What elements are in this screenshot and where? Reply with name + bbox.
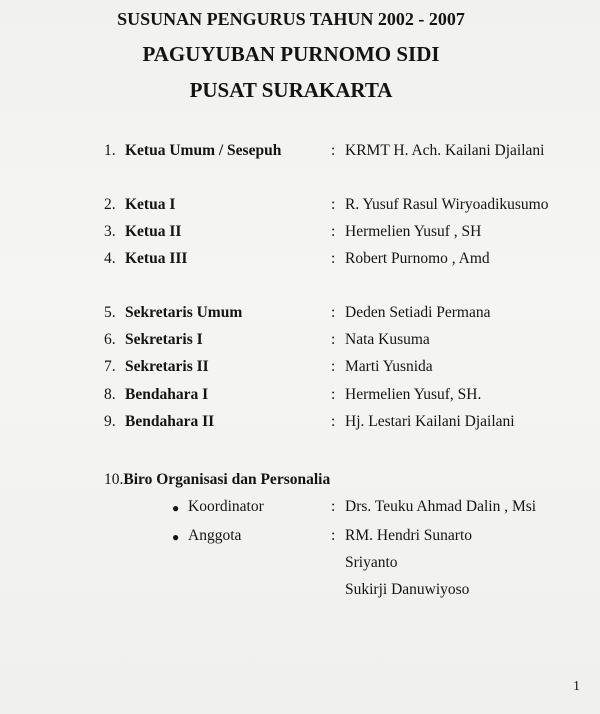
separator-colon: :: [331, 386, 336, 403]
item-number: 4.: [104, 250, 116, 267]
person-name: R. Yusuf Rasul Wiryoadikusumo: [345, 196, 549, 213]
person-name: Drs. Teuku Ahmad Dalin , Msi: [345, 498, 537, 515]
item-number: 8.: [104, 386, 116, 403]
item-number: 3.: [104, 223, 116, 240]
section-title: Biro Organisasi dan Personalia: [123, 471, 331, 488]
organization-location: PUSAT SURAKARTA: [189, 78, 393, 102]
page-number: 1: [573, 679, 580, 694]
separator-colon: :: [331, 527, 336, 544]
item-number: 9.: [104, 413, 116, 430]
person-name: Deden Setiadi Permana: [345, 304, 491, 321]
separator-colon: :: [331, 304, 336, 321]
position-title: Ketua Umum / Sesepuh: [125, 142, 282, 159]
separator-colon: :: [331, 223, 336, 240]
bullet-icon: ●: [172, 530, 180, 544]
item-number: 6.: [104, 331, 116, 348]
position-title: Sekretaris II: [125, 358, 209, 375]
person-name: Hermelien Yusuf, SH.: [345, 386, 482, 403]
separator-colon: :: [331, 196, 336, 213]
item-number: 1.: [104, 142, 116, 159]
item-number: 5.: [104, 304, 116, 321]
item-number: 2.: [104, 196, 116, 213]
organization-name: PAGUYUBAN PURNOMO SIDI: [142, 42, 440, 66]
separator-colon: :: [331, 413, 336, 430]
position-title: Ketua I: [125, 196, 176, 213]
role-label: Koordinator: [188, 498, 264, 515]
person-name: RM. Hendri Sunarto: [345, 527, 473, 544]
item-number: 7.: [104, 358, 116, 375]
person-name: Nata Kusuma: [345, 331, 430, 348]
position-title: Ketua II: [125, 223, 182, 240]
person-name: Marti Yusnida: [345, 358, 433, 375]
person-name: Sriyanto: [345, 554, 398, 571]
separator-colon: :: [331, 331, 336, 348]
position-title: Sekretaris I: [125, 331, 203, 348]
separator-colon: :: [331, 358, 336, 375]
separator-colon: :: [331, 142, 336, 159]
separator-colon: :: [331, 250, 336, 267]
document-title-line1: SUSUNAN PENGURUS TAHUN 2002 - 2007: [117, 9, 465, 29]
bullet-icon: ●: [172, 501, 180, 515]
position-title: Ketua III: [125, 250, 188, 267]
section-number: 10.: [104, 471, 124, 488]
role-label: Anggota: [188, 527, 242, 544]
person-name: Hj. Lestari Kailani Djailani: [345, 413, 515, 430]
position-title: Bendahara II: [125, 413, 215, 430]
person-name: Hermelien Yusuf , SH: [345, 223, 482, 240]
person-name: Robert Purnomo , Amd: [345, 250, 490, 267]
position-title: Sekretaris Umum: [125, 304, 243, 321]
person-name: Sukirji Danuwiyoso: [345, 581, 470, 598]
separator-colon: :: [331, 498, 336, 515]
position-title: Bendahara I: [125, 386, 209, 403]
person-name: KRMT H. Ach. Kailani Djailani: [345, 142, 545, 159]
